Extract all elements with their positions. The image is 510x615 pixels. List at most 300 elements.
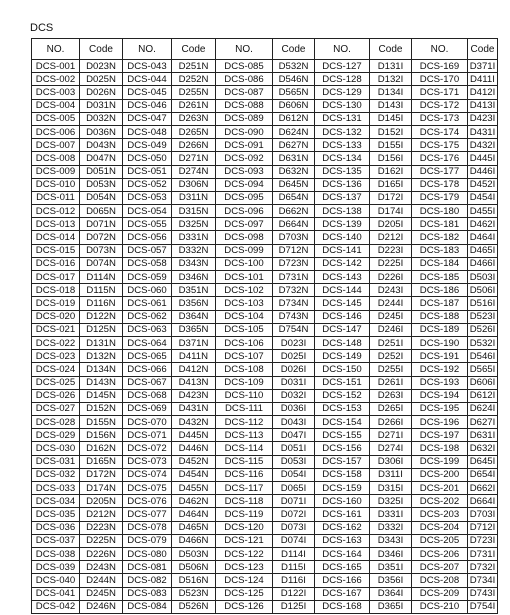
number-cell: DCS-099 [216, 244, 273, 257]
number-cell: DCS-194 [412, 389, 468, 402]
code-cell: D371I [468, 60, 498, 73]
number-cell: DCS-161 [315, 508, 370, 521]
number-cell: DCS-101 [216, 271, 273, 284]
number-cell: DCS-049 [123, 139, 172, 152]
code-cell: D263I [370, 389, 412, 402]
code-cell: D731N [273, 271, 315, 284]
code-cell: D627N [273, 139, 315, 152]
number-cell: DCS-102 [216, 284, 273, 297]
code-cell: D172N [80, 468, 123, 481]
number-cell: DCS-095 [216, 191, 273, 204]
number-cell: DCS-084 [123, 600, 172, 613]
code-cell: D223I [370, 244, 412, 257]
number-cell: DCS-141 [315, 244, 370, 257]
number-cell: DCS-110 [216, 389, 273, 402]
number-cell: DCS-198 [412, 442, 468, 455]
number-cell: DCS-183 [412, 244, 468, 257]
column-header-no: NO. [216, 39, 273, 60]
number-cell: DCS-154 [315, 416, 370, 429]
number-cell: DCS-050 [123, 152, 172, 165]
number-cell: DCS-109 [216, 376, 273, 389]
code-cell: D115I [273, 561, 315, 574]
number-cell: DCS-179 [412, 191, 468, 204]
code-cell: D612I [468, 389, 498, 402]
number-cell: DCS-107 [216, 350, 273, 363]
code-cell: D411I [468, 73, 498, 86]
number-cell: DCS-080 [123, 547, 172, 560]
number-cell: DCS-181 [412, 218, 468, 231]
code-cell: D306I [370, 455, 412, 468]
number-cell: DCS-032 [32, 468, 80, 481]
number-cell: DCS-159 [315, 482, 370, 495]
code-cell: D455I [468, 205, 498, 218]
number-cell: DCS-120 [216, 521, 273, 534]
number-cell: DCS-163 [315, 534, 370, 547]
number-cell: DCS-157 [315, 455, 370, 468]
table-row [32, 416, 498, 429]
number-cell: DCS-177 [412, 165, 468, 178]
number-cell: DCS-044 [123, 73, 172, 86]
number-cell: DCS-063 [123, 323, 172, 336]
number-cell: DCS-069 [123, 402, 172, 415]
code-cell: D411N [172, 350, 216, 363]
code-cell: D662N [273, 205, 315, 218]
code-cell: D132I [370, 73, 412, 86]
number-cell: DCS-012 [32, 205, 80, 218]
number-cell: DCS-091 [216, 139, 273, 152]
code-cell: D131I [370, 60, 412, 73]
number-cell: DCS-199 [412, 455, 468, 468]
code-cell: D122N [80, 310, 123, 323]
code-cell: D074N [80, 257, 123, 270]
number-cell: DCS-140 [315, 231, 370, 244]
number-cell: DCS-029 [32, 429, 80, 442]
number-cell: DCS-020 [32, 310, 80, 323]
table-row [32, 139, 498, 152]
number-cell: DCS-152 [315, 389, 370, 402]
number-cell: DCS-150 [315, 363, 370, 376]
code-cell: D165I [370, 178, 412, 191]
code-cell: D125N [80, 323, 123, 336]
number-cell: DCS-171 [412, 86, 468, 99]
number-cell: DCS-173 [412, 112, 468, 125]
code-cell: D464I [468, 231, 498, 244]
number-cell: DCS-165 [315, 561, 370, 574]
number-cell: DCS-189 [412, 323, 468, 336]
number-cell: DCS-074 [123, 468, 172, 481]
code-cell: D445N [172, 429, 216, 442]
code-cell: D162I [370, 165, 412, 178]
number-cell: DCS-070 [123, 416, 172, 429]
number-cell: DCS-041 [32, 587, 80, 600]
code-cell: D452N [172, 455, 216, 468]
code-cell: D274I [370, 442, 412, 455]
number-cell: DCS-055 [123, 218, 172, 231]
table-row [32, 363, 498, 376]
code-cell: D252I [370, 350, 412, 363]
number-cell: DCS-202 [412, 495, 468, 508]
code-cell: D031I [273, 376, 315, 389]
number-cell: DCS-104 [216, 310, 273, 323]
code-cell: D464N [172, 508, 216, 521]
code-cell: D162N [80, 442, 123, 455]
number-cell: DCS-128 [315, 73, 370, 86]
number-cell: DCS-030 [32, 442, 80, 455]
code-cell: D311I [370, 468, 412, 481]
number-cell: DCS-113 [216, 429, 273, 442]
code-cell: D532N [273, 60, 315, 73]
number-cell: DCS-087 [216, 86, 273, 99]
number-cell: DCS-031 [32, 455, 80, 468]
number-cell: DCS-004 [32, 99, 80, 112]
code-cell: D152I [370, 125, 412, 138]
number-cell: DCS-083 [123, 587, 172, 600]
code-cell: D423I [468, 112, 498, 125]
code-cell: D662I [468, 482, 498, 495]
code-cell: D664I [468, 495, 498, 508]
column-header-code: Code [80, 39, 123, 60]
code-cell: D053I [273, 455, 315, 468]
number-cell: DCS-151 [315, 376, 370, 389]
number-cell: DCS-115 [216, 455, 273, 468]
code-cell: D432N [172, 416, 216, 429]
number-cell: DCS-076 [123, 495, 172, 508]
code-cell: D712I [468, 521, 498, 534]
number-cell: DCS-006 [32, 125, 80, 138]
code-cell: D606I [468, 376, 498, 389]
number-cell: DCS-014 [32, 231, 80, 244]
code-cell: D134I [370, 86, 412, 99]
number-cell: DCS-144 [315, 284, 370, 297]
number-cell: DCS-156 [315, 442, 370, 455]
number-cell: DCS-136 [315, 178, 370, 191]
number-cell: DCS-024 [32, 363, 80, 376]
code-cell: D172I [370, 191, 412, 204]
table-row [32, 600, 498, 613]
code-cell: D125I [273, 600, 315, 613]
code-cell: D071I [273, 495, 315, 508]
code-cell: D546N [273, 73, 315, 86]
code-cell: D466I [468, 257, 498, 270]
code-cell: D054N [80, 191, 123, 204]
number-cell: DCS-081 [123, 561, 172, 574]
table-row [32, 86, 498, 99]
code-cell: D412I [468, 86, 498, 99]
code-cell: D506I [468, 284, 498, 297]
code-cell: D731I [468, 547, 498, 560]
code-cell: D413N [172, 376, 216, 389]
code-cell: D723I [468, 534, 498, 547]
number-cell: DCS-093 [216, 165, 273, 178]
number-cell: DCS-062 [123, 310, 172, 323]
number-cell: DCS-047 [123, 112, 172, 125]
number-cell: DCS-118 [216, 495, 273, 508]
number-cell: DCS-105 [216, 323, 273, 336]
code-cell: D023I [273, 336, 315, 349]
code-cell: D043I [273, 416, 315, 429]
code-cell: D452I [468, 178, 498, 191]
code-cell: D423N [172, 389, 216, 402]
number-cell: DCS-045 [123, 86, 172, 99]
code-cell: D251I [370, 336, 412, 349]
table-row [32, 271, 498, 284]
table-row [32, 482, 498, 495]
number-cell: DCS-133 [315, 139, 370, 152]
code-cell: D255N [172, 86, 216, 99]
code-cell: D245I [370, 310, 412, 323]
table-row [32, 60, 498, 73]
code-cell: D503N [172, 547, 216, 560]
code-cell: D265N [172, 125, 216, 138]
code-cell: D315N [172, 205, 216, 218]
code-cell: D523I [468, 310, 498, 323]
number-cell: DCS-021 [32, 323, 80, 336]
number-cell: DCS-003 [32, 86, 80, 99]
code-cell: D174I [370, 205, 412, 218]
number-cell: DCS-197 [412, 429, 468, 442]
code-cell: D365I [370, 600, 412, 613]
table-row [32, 468, 498, 481]
table-row [32, 73, 498, 86]
code-cell: D026N [80, 86, 123, 99]
table-row [32, 336, 498, 349]
code-cell: D364N [172, 310, 216, 323]
column-header-code: Code [468, 39, 498, 60]
code-cell: D332N [172, 244, 216, 257]
table-row [32, 323, 498, 336]
code-cell: D446I [468, 165, 498, 178]
code-cell: D205I [370, 218, 412, 231]
table-row [32, 376, 498, 389]
number-cell: DCS-073 [123, 455, 172, 468]
number-cell: DCS-146 [315, 310, 370, 323]
number-cell: DCS-172 [412, 99, 468, 112]
column-header-code: Code [172, 39, 216, 60]
number-cell: DCS-103 [216, 297, 273, 310]
code-cell: D043N [80, 139, 123, 152]
number-cell: DCS-005 [32, 112, 80, 125]
number-cell: DCS-126 [216, 600, 273, 613]
number-cell: DCS-094 [216, 178, 273, 191]
code-cell: D225N [80, 534, 123, 547]
code-cell: D465I [468, 244, 498, 257]
code-cell: D271N [172, 152, 216, 165]
code-cell: D073I [273, 521, 315, 534]
code-cell: D155N [80, 416, 123, 429]
number-cell: DCS-038 [32, 547, 80, 560]
code-cell: D036N [80, 125, 123, 138]
number-cell: DCS-075 [123, 482, 172, 495]
code-cell: D051N [80, 165, 123, 178]
number-cell: DCS-060 [123, 284, 172, 297]
number-cell: DCS-134 [315, 152, 370, 165]
code-cell: D631I [468, 429, 498, 442]
code-cell: D454N [172, 468, 216, 481]
code-cell: D703N [273, 231, 315, 244]
number-cell: DCS-011 [32, 191, 80, 204]
number-cell: DCS-035 [32, 508, 80, 521]
number-cell: DCS-025 [32, 376, 80, 389]
number-cell: DCS-033 [32, 482, 80, 495]
table-row [32, 402, 498, 415]
code-cell: D251N [172, 60, 216, 73]
number-cell: DCS-015 [32, 244, 80, 257]
code-cell: D243N [80, 561, 123, 574]
table-row [32, 165, 498, 178]
number-cell: DCS-001 [32, 60, 80, 73]
number-cell: DCS-130 [315, 99, 370, 112]
number-cell: DCS-176 [412, 152, 468, 165]
code-cell: D072I [273, 508, 315, 521]
number-cell: DCS-138 [315, 205, 370, 218]
number-cell: DCS-036 [32, 521, 80, 534]
code-cell: D246N [80, 600, 123, 613]
table-row [32, 152, 498, 165]
number-cell: DCS-008 [32, 152, 80, 165]
code-cell: D246I [370, 323, 412, 336]
number-cell: DCS-096 [216, 205, 273, 218]
code-cell: D315I [370, 482, 412, 495]
number-cell: DCS-019 [32, 297, 80, 310]
column-header-no: NO. [315, 39, 370, 60]
code-cell: D025I [273, 350, 315, 363]
code-cell: D462N [172, 495, 216, 508]
number-cell: DCS-064 [123, 336, 172, 349]
code-cell: D732N [273, 284, 315, 297]
code-cell: D306N [172, 178, 216, 191]
number-cell: DCS-042 [32, 600, 80, 613]
number-cell: DCS-007 [32, 139, 80, 152]
table-row [32, 389, 498, 402]
table-row [32, 231, 498, 244]
code-cell: D065I [273, 482, 315, 495]
number-cell: DCS-051 [123, 165, 172, 178]
number-cell: DCS-180 [412, 205, 468, 218]
column-header-no: NO. [123, 39, 172, 60]
code-cell: D244I [370, 297, 412, 310]
number-cell: DCS-127 [315, 60, 370, 73]
number-cell: DCS-097 [216, 218, 273, 231]
code-cell: D734N [273, 297, 315, 310]
code-cell: D212N [80, 508, 123, 521]
number-cell: DCS-027 [32, 402, 80, 415]
code-cell: D526I [468, 323, 498, 336]
number-cell: DCS-124 [216, 574, 273, 587]
code-cell: D645I [468, 455, 498, 468]
number-cell: DCS-201 [412, 482, 468, 495]
table-row [32, 534, 498, 547]
number-cell: DCS-046 [123, 99, 172, 112]
table-row [32, 112, 498, 125]
code-cell: D632N [273, 165, 315, 178]
code-cell: D266N [172, 139, 216, 152]
number-cell: DCS-145 [315, 297, 370, 310]
code-cell: D654N [273, 191, 315, 204]
table-row [32, 455, 498, 468]
code-cell: D412N [172, 363, 216, 376]
number-cell: DCS-137 [315, 191, 370, 204]
code-cell: D036I [273, 402, 315, 415]
code-cell: D332I [370, 521, 412, 534]
number-cell: DCS-086 [216, 73, 273, 86]
number-cell: DCS-026 [32, 389, 80, 402]
number-cell: DCS-079 [123, 534, 172, 547]
code-cell: D165N [80, 455, 123, 468]
number-cell: DCS-175 [412, 139, 468, 152]
code-cell: D455N [172, 482, 216, 495]
number-cell: DCS-078 [123, 521, 172, 534]
number-cell: DCS-158 [315, 468, 370, 481]
number-cell: DCS-018 [32, 284, 80, 297]
number-cell: DCS-040 [32, 574, 80, 587]
code-cell: D743I [468, 587, 498, 600]
code-cell: D413I [468, 99, 498, 112]
code-cell: D261N [172, 99, 216, 112]
number-cell: DCS-164 [315, 547, 370, 560]
number-cell: DCS-023 [32, 350, 80, 363]
number-cell: DCS-039 [32, 561, 80, 574]
table-row [32, 521, 498, 534]
code-cell: D054I [273, 468, 315, 481]
code-cell: D263N [172, 112, 216, 125]
code-cell: D356I [370, 574, 412, 587]
document-title: DCS [30, 22, 54, 34]
code-cell: D265I [370, 402, 412, 415]
number-cell: DCS-034 [32, 495, 80, 508]
table-row [32, 574, 498, 587]
code-cell: D343N [172, 257, 216, 270]
number-cell: DCS-057 [123, 244, 172, 257]
number-cell: DCS-065 [123, 350, 172, 363]
code-cell: D624I [468, 402, 498, 415]
code-cell: D532I [468, 336, 498, 349]
code-cell: D174N [80, 482, 123, 495]
number-cell: DCS-196 [412, 416, 468, 429]
code-cell: D624N [273, 125, 315, 138]
number-cell: DCS-111 [216, 402, 273, 415]
code-cell: D612N [273, 112, 315, 125]
code-cell: D025N [80, 73, 123, 86]
code-cell: D266I [370, 416, 412, 429]
code-cell: D311N [172, 191, 216, 204]
number-cell: DCS-174 [412, 125, 468, 138]
code-cell: D032N [80, 112, 123, 125]
number-cell: DCS-182 [412, 231, 468, 244]
code-cell: D365N [172, 323, 216, 336]
number-cell: DCS-142 [315, 257, 370, 270]
number-cell: DCS-149 [315, 350, 370, 363]
code-cell: D723N [273, 257, 315, 270]
code-cell: D026I [273, 363, 315, 376]
number-cell: DCS-013 [32, 218, 80, 231]
code-cell: D072N [80, 231, 123, 244]
code-cell: D073N [80, 244, 123, 257]
column-header-code: Code [370, 39, 412, 60]
number-cell: DCS-010 [32, 178, 80, 191]
code-cell: D252N [172, 73, 216, 86]
number-cell: DCS-210 [412, 600, 468, 613]
table-row [32, 99, 498, 112]
number-cell: DCS-053 [123, 191, 172, 204]
number-cell: DCS-132 [315, 125, 370, 138]
number-cell: DCS-155 [315, 429, 370, 442]
code-cell: D325I [370, 495, 412, 508]
number-cell: DCS-191 [412, 350, 468, 363]
number-cell: DCS-037 [32, 534, 80, 547]
code-cell: D243I [370, 284, 412, 297]
code-cell: D331I [370, 508, 412, 521]
code-cell: D364I [370, 587, 412, 600]
